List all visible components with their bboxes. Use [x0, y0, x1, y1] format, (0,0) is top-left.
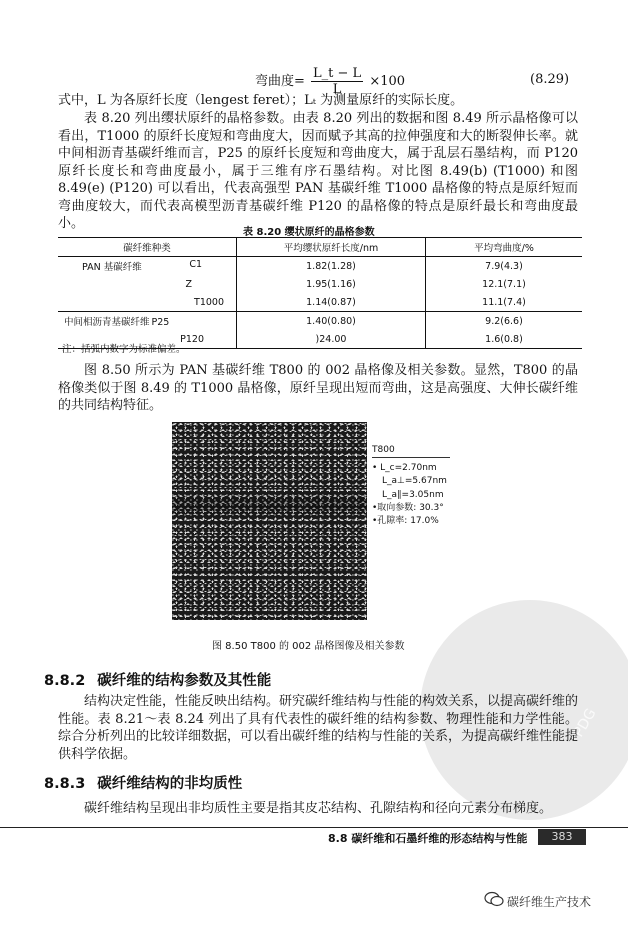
table-grade: P120 — [180, 333, 204, 345]
inset-line: L_a∥=3.05nm — [382, 489, 444, 500]
lattice-image-band — [172, 492, 367, 518]
table-row — [58, 293, 582, 312]
table-row — [58, 275, 582, 293]
paragraph-table-discussion: 表 8.20 列出缨状原纤的晶格参数。由表 8.20 列出的数据和图 8.49 所示晶格像可以看出，T1000 的原纤长度短和弯曲度大，因而赋予其高的拉伸强度和大的断裂伸长率。就中间相沥青基碳纤维而言，P25 的原纤长度短和弯曲度大，属于乱层石墨结构，而 P120 原纤长度长和弯曲度最小，属于三维有序石墨结构。对比图 8.49(b) (T1000) 和图 8.49(e) (P120) 可以看出，代表高强型 PAN 基碳纤维 T1000 晶格像的特点是原纤短而弯曲度较大，而代表高模型沥青基碳纤维 P120 的晶格像的特点是原纤最长和弯曲度最小。 — [58, 111, 578, 231]
table-cell-length: 1.95(1.16) — [237, 275, 426, 293]
watermark-account: 碳纤维生产技术 — [507, 895, 592, 909]
formula-numerator: L_t − L — [313, 66, 362, 81]
table-header-bend: 平均弯曲度/% — [426, 238, 583, 257]
section-title: 碳纤维的结构参数及其性能 — [97, 673, 272, 689]
footer-rule — [0, 827, 628, 828]
table-cell-fiber — [58, 275, 237, 293]
inset-line: • L_c=2.70nm — [372, 463, 437, 474]
running-footer: 8.8 碳纤维和石墨纤维的形态结构与性能 — [328, 832, 528, 845]
inset-line: •孔隙率: 17.0% — [372, 516, 439, 527]
formula-denominator: L — [332, 82, 342, 97]
section-title: 碳纤维结构的非均质性 — [97, 776, 243, 792]
table-grade: T1000 — [194, 296, 224, 308]
lattice-image — [172, 422, 367, 620]
table-cell-length: 1.82(1.28) — [237, 257, 426, 276]
section-number: 8.8.3 — [44, 776, 86, 792]
table-grade: C1 — [189, 259, 202, 270]
paragraph-definition: 式中，L 为各原纤长度（lengest feret）；Lₜ 为测量原纤的实际长度。 — [58, 93, 464, 108]
inset-line: •取向参数: 30.3° — [372, 502, 444, 513]
table-cell-bend: 9.2(6.6) — [426, 312, 583, 331]
table-note: 注：括弧内数字为标准偏差。 — [62, 344, 186, 355]
section-heading-883 — [44, 772, 242, 793]
table-cell-fiber — [58, 257, 237, 276]
table-group-label: PAN 基碳纤维 — [82, 262, 142, 273]
formula-lhs: 弯曲度= — [255, 74, 305, 89]
table-cell-fiber — [58, 312, 237, 331]
inset-title: T800 — [372, 444, 450, 458]
stamp-label: PDG — [570, 705, 600, 741]
section-number: 8.8.2 — [44, 673, 86, 689]
table-cell-bend: 11.1(7.4) — [426, 293, 583, 312]
table-header-fiber-type: 碳纤维种类 — [58, 238, 237, 257]
lattice-parameter-table — [58, 237, 582, 349]
table-header-length: 平均缨状原纤长度/nm — [237, 238, 426, 257]
table-cell-length: )24.00 — [237, 330, 426, 349]
table-cell-length: 1.40(0.80) — [237, 312, 426, 331]
table-header-row — [58, 238, 582, 257]
paragraph-heterogeneity: 碳纤维结构呈现出非均质性主要是指其皮芯结构、孔隙结构和径向元素分布梯度。 — [84, 801, 553, 816]
figure-inset-parameters — [372, 444, 450, 528]
page-number: 383 — [538, 829, 586, 845]
section-heading-882 — [44, 669, 271, 690]
table-cell-length: 1.14(0.87) — [237, 293, 426, 312]
formula-tail: ×100 — [369, 74, 406, 89]
chat-bubble-icon — [484, 891, 504, 907]
inset-line: L_a⊥=5.67nm — [382, 476, 447, 487]
table-grade: P25 — [151, 317, 170, 328]
paragraph-figure-intro: 图 8.50 所示为 PAN 基碳纤维 T800 的 002 晶格像及相关参数。显然，T800 的晶格像类似于图 8.49 的 T1000 晶格像，原纤呈现出短而弯曲，这是高强度、大伸长碳纤维的共同结构特征。 — [58, 363, 578, 413]
equation-number: (8.29) — [530, 72, 570, 87]
table-row — [58, 257, 582, 276]
table-cell-bend: 7.9(4.3) — [426, 257, 583, 276]
table-cell-bend: 12.1(7.1) — [426, 275, 583, 293]
paragraph-structure-performance: 结构决定性能，性能反映出结构。研究碳纤维结构与性能的构效关系，以提高碳纤维的性能。表 8.21～表 8.24 列出了具有代表性的碳纤维的结构参数、物理性能和力学性能。综合分析列出的比较详细数据，可以看出碳纤维的结构与性能的关系，为提高碳纤维性能提供科学依据。 — [58, 694, 579, 762]
table-cell-fiber — [58, 293, 237, 312]
table-group-label: 中间相沥青基碳纤维 — [64, 317, 150, 328]
table-grade: Z — [185, 278, 192, 290]
table-row — [58, 312, 582, 331]
table-caption: 表 8.20 缨状原纤的晶格参数 — [243, 227, 375, 238]
figure-caption: 图 8.50 T800 的 002 晶格图像及相关参数 — [212, 641, 405, 652]
table-cell-bend: 1.6(0.8) — [426, 330, 583, 349]
